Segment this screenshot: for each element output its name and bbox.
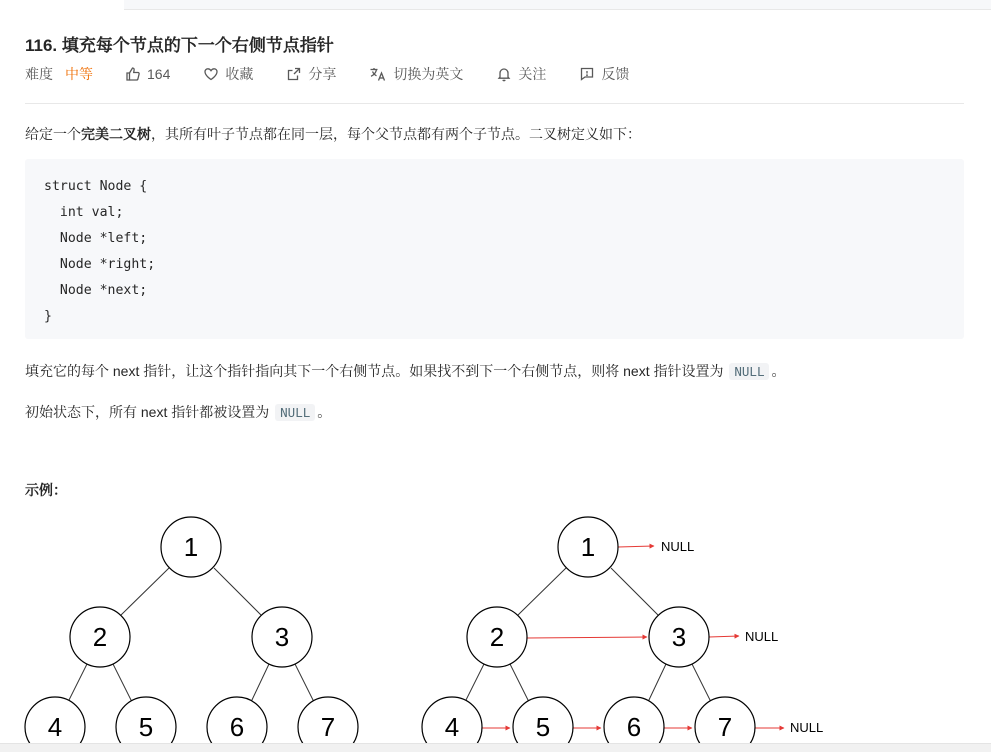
heart-icon [203,66,219,82]
left-node-label: 2 [92,622,108,652]
share-icon [286,66,302,82]
translate-icon [369,66,387,82]
right-node-label: 2 [489,622,505,652]
difficulty-badge: 中等 [65,66,93,82]
null-label: NULL [790,720,824,735]
feedback-button[interactable] [579,64,629,84]
left-node-label: 7 [320,712,336,742]
intro-bold: 完美二叉树 [81,126,151,142]
left-node-label: 4 [47,712,63,742]
header-divider [25,103,964,104]
right-node-label: 3 [671,622,687,652]
intro-prefix: 给定一个 [25,126,81,142]
difficulty-label: 难度 [25,66,53,82]
next-arrow [618,546,654,547]
null-label: NULL [661,539,695,554]
page-title: 116. 填充每个节点的下一个右侧节点指针 [25,36,334,55]
switch-language-label: 切换为英文 [393,66,464,82]
follow-label: 关注 [518,66,547,82]
code-line: Node *next; [44,283,148,298]
right-node-label: 1 [580,532,596,562]
right-node-label: 5 [535,712,551,742]
feedback-icon [579,66,595,82]
code-line: int val; [44,205,124,220]
collect-button[interactable] [203,64,253,84]
left-node-label: 6 [229,712,245,742]
thumbs-up-icon [125,66,141,82]
problem-meta-bar [25,64,629,84]
example-tree-diagram [0,505,991,743]
left-node-label: 3 [274,622,290,652]
code-line: } [44,309,52,324]
null-inline-code: NULL [275,404,315,421]
para2-prefix: 填充它的每个 next 指针，让这个指针指向其下一个右侧节点。如果找不到下一个右侧节点，则将 next 指针设置为 [25,363,724,379]
code-line: Node *right; [44,257,156,272]
collect-label: 收藏 [225,66,254,82]
right-node-label: 4 [444,712,460,742]
left-node-label: 5 [138,712,154,742]
code-line: struct Node { [44,179,148,194]
para2-suffix: 。 [771,363,786,379]
next-arrow [527,637,647,638]
null-inline-code: NULL [729,363,769,380]
share-button[interactable] [286,64,336,84]
next-pointer-paragraph [25,361,785,381]
like-button[interactable] [125,66,170,82]
next-arrow [709,636,739,637]
top-strip [124,0,991,10]
code-block [25,159,964,339]
para3-suffix: 。 [317,404,332,420]
right-node-label: 6 [626,712,642,742]
left-node-label: 1 [183,532,199,562]
follow-button[interactable] [496,64,546,84]
like-count: 164 [147,66,171,82]
share-label: 分享 [308,66,337,82]
intro-suffix: ，其所有叶子节点都在同一层，每个父节点都有两个子节点。二叉树定义如下： [151,126,641,142]
right-node-label: 7 [717,712,733,742]
feedback-label: 反馈 [601,66,630,82]
initial-state-paragraph [25,402,331,422]
intro-paragraph [25,124,641,144]
code-line: Node *left; [44,231,148,246]
para3-prefix: 初始状态下，所有 next 指针都被设置为 [25,404,270,420]
bell-icon [496,66,512,82]
null-label: NULL [745,629,779,644]
example-label: 示例： [25,482,67,498]
switch-language-button[interactable] [369,64,463,84]
